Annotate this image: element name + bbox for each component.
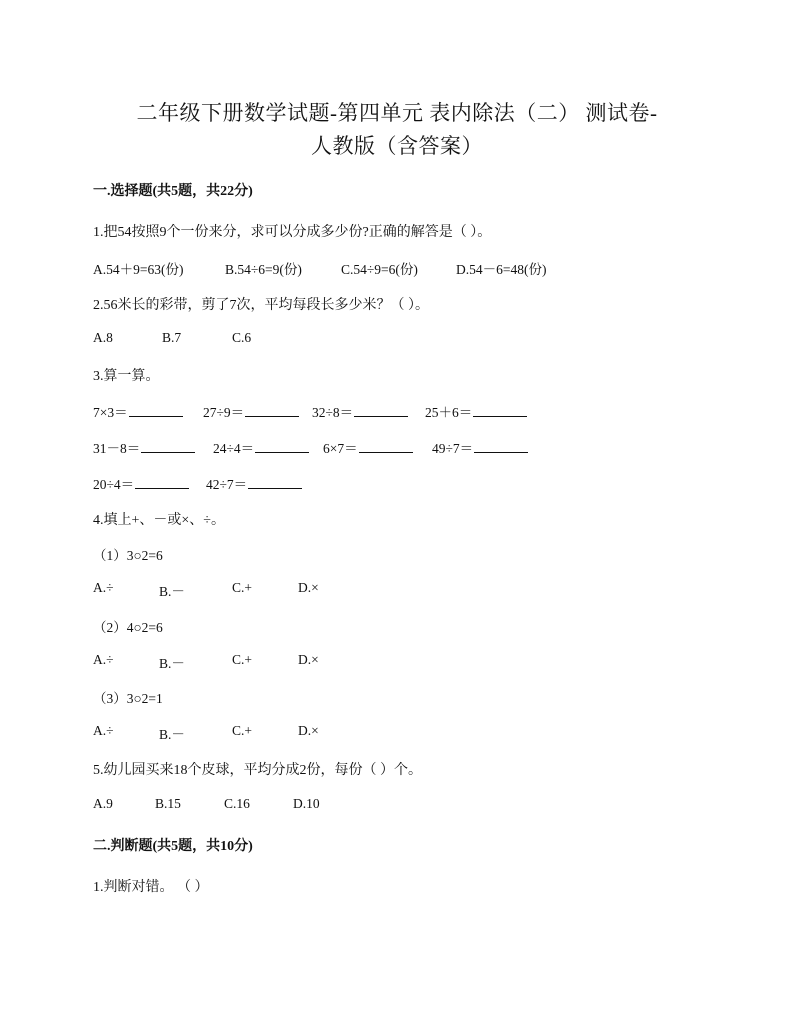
q4-subquestion-3: （3）3○2=1 <box>93 691 163 706</box>
calc-expression: 24÷4＝ <box>213 441 255 456</box>
calc-expression: 27÷9＝ <box>203 405 245 420</box>
q5-option-c: C.16 <box>224 796 250 811</box>
q1-option-b: B.54÷6=9(份) <box>225 262 302 277</box>
q4-3-option-d: D.× <box>298 723 319 738</box>
answer-blank <box>129 404 183 417</box>
calc-item <box>93 473 189 493</box>
answer-blank <box>473 404 527 417</box>
calc-expression: 7×3＝ <box>93 405 128 420</box>
calc-item <box>93 437 195 457</box>
section-heading-judgment: 二.判断题(共5题，共10分) <box>93 839 253 854</box>
section-heading-choice: 一.选择题(共5题，共22分) <box>93 184 253 199</box>
calc-item <box>425 401 527 421</box>
answer-blank <box>359 440 413 453</box>
question-4: 4.填上+、－或×、÷。 <box>93 513 225 528</box>
q4-2-option-c: C.+ <box>232 652 252 667</box>
q1-option-d: D.54－6=48(份) <box>456 262 547 277</box>
document-title-line2: 人教版（含答案） <box>311 134 483 158</box>
calc-item <box>312 401 408 421</box>
calc-item <box>206 473 302 493</box>
q2-option-b: B.7 <box>162 330 182 345</box>
q1-option-a: A.54＋9=63(份) <box>93 262 184 277</box>
calc-item <box>323 437 413 457</box>
answer-blank <box>255 440 309 453</box>
q2-option-c: C.6 <box>232 330 252 345</box>
q2-option-a: A.8 <box>93 330 113 345</box>
answer-blank <box>474 440 528 453</box>
q5-option-d: D.10 <box>293 796 320 811</box>
q4-subquestion-1: （1）3○2=6 <box>93 548 163 563</box>
question-2: 2.56米长的彩带，剪了7次，平均每段长多少米？（ ）。 <box>93 298 429 313</box>
q4-2-option-a: A.÷ <box>93 652 114 667</box>
calc-item <box>93 401 183 421</box>
answer-blank <box>248 476 302 489</box>
calc-expression: 20÷4＝ <box>93 477 135 492</box>
answer-blank <box>245 404 299 417</box>
calc-expression: 25＋6＝ <box>425 405 473 420</box>
q5-option-a: A.9 <box>93 796 113 811</box>
question-1: 1.把54按照9个一份来分，求可以分成多少份?正确的解答是（ ）。 <box>93 225 492 240</box>
question-5: 5.幼儿园买来18个皮球，平均分成2份，每份（ ）个。 <box>93 763 422 778</box>
answer-blank <box>141 440 195 453</box>
calc-expression: 31－8＝ <box>93 441 141 456</box>
question-3: 3.算一算。 <box>93 369 160 384</box>
q4-1-option-d: D.× <box>298 580 319 595</box>
calc-expression: 42÷7＝ <box>206 477 248 492</box>
q4-2-option-b: B.－ <box>159 656 185 671</box>
q1-option-c: C.54÷9=6(份) <box>341 262 418 277</box>
q4-3-option-b: B.－ <box>159 727 185 742</box>
calc-expression: 49÷7＝ <box>432 441 474 456</box>
q4-1-option-c: C.+ <box>232 580 252 595</box>
calc-item <box>432 437 528 457</box>
q4-3-option-a: A.÷ <box>93 723 114 738</box>
q4-3-option-c: C.+ <box>232 723 252 738</box>
answer-blank <box>354 404 408 417</box>
q4-subquestion-2: （2）4○2=6 <box>93 620 163 635</box>
q4-1-option-b: B.－ <box>159 584 185 599</box>
q5-option-b: B.15 <box>155 796 181 811</box>
calc-expression: 6×7＝ <box>323 441 358 456</box>
calc-expression: 32÷8＝ <box>312 405 354 420</box>
judgment-question-1: 1.判断对错。 （ ） <box>93 880 209 895</box>
document-title-line1: 二年级下册数学试题-第四单元 表内除法（二） 测试卷- <box>136 101 658 125</box>
calc-item <box>213 437 309 457</box>
q4-1-option-a: A.÷ <box>93 580 114 595</box>
calc-item <box>203 401 299 421</box>
answer-blank <box>135 476 189 489</box>
q4-2-option-d: D.× <box>298 652 319 667</box>
